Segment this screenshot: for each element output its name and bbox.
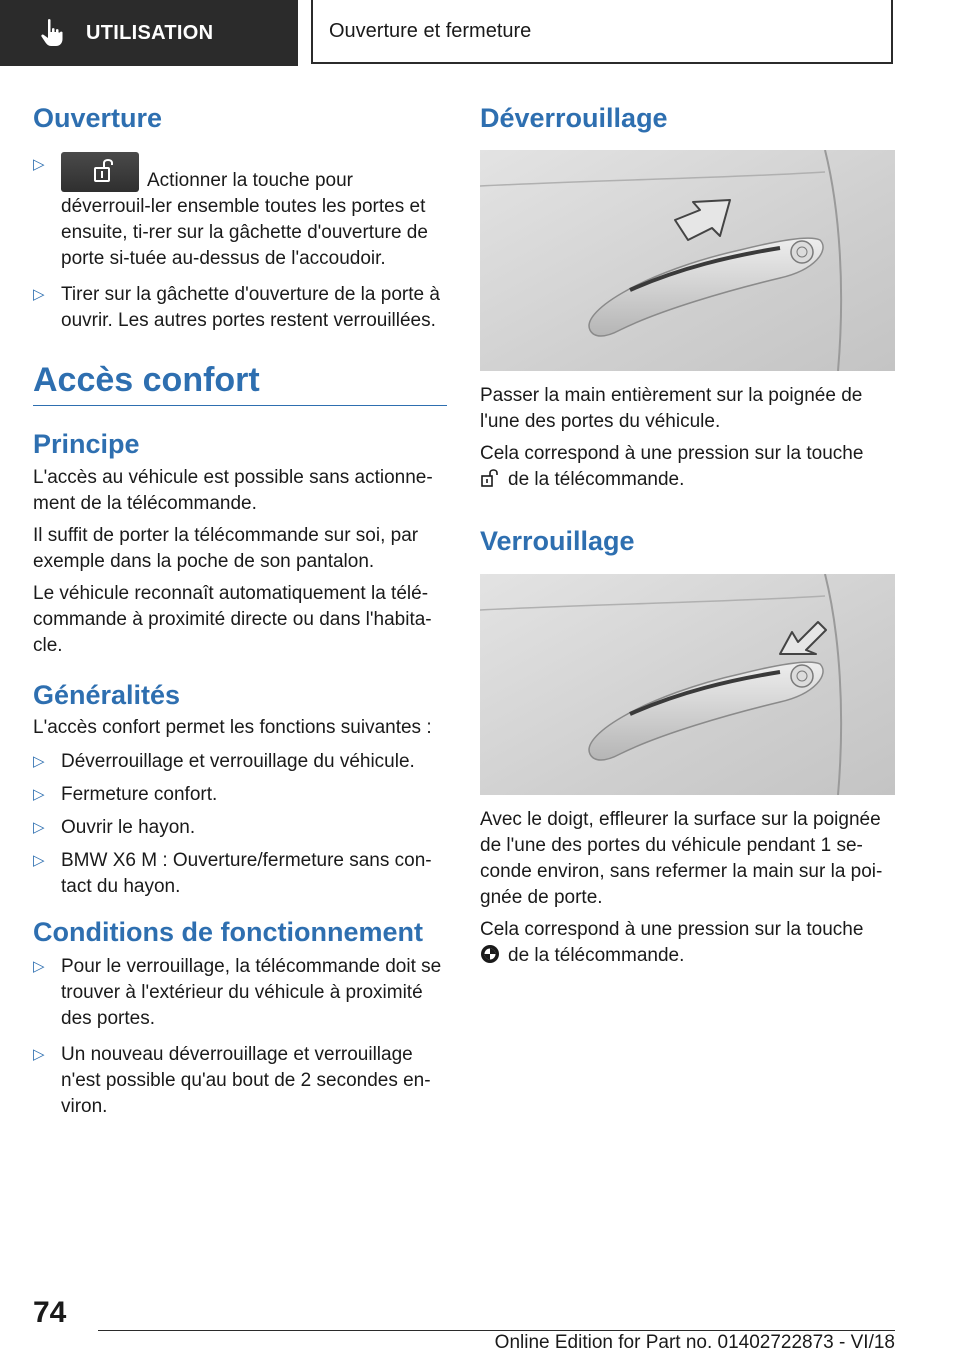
- paragraph: L'accès confort permet les fonctions suivantes :: [33, 716, 432, 738]
- list-item: [33, 1042, 447, 1120]
- paragraph: Passer la main entièrement sur la poignée de l'une des portes du véhicule.: [480, 385, 863, 433]
- paragraph: [480, 917, 895, 969]
- paragraph-text: Cela correspond à une pression sur la touche: [480, 918, 864, 940]
- paragraph-text: Cela correspond à une pression sur la touche: [480, 443, 864, 465]
- page-number: 74: [33, 1296, 67, 1329]
- list-item-text: Ouvrir le hayon.: [61, 816, 196, 838]
- heading-ouverture: Ouverture: [33, 103, 163, 133]
- heading-principe: Principe: [33, 429, 140, 460]
- list-item-text: Pour le verrouillage, la télécommande doit se trouver à l'extérieur du véhicule à proximité des portes.: [61, 956, 442, 1030]
- left-column: [33, 98, 447, 1130]
- bullet-triangle-icon: ▷: [33, 156, 45, 174]
- bullet-triangle-icon: ▷: [33, 785, 45, 803]
- chapter-title: Ouverture et fermeture: [329, 19, 532, 42]
- generalites-list: [33, 749, 447, 900]
- list-item-text: Un nouveau déverrouillage et verrouillage n'est possible qu'au bout de 2 secondes en-viron.: [61, 1044, 431, 1118]
- paragraph: L'accès au véhicule est possible sans actionne-ment de la télécommande.: [33, 466, 433, 514]
- list-item: [33, 954, 447, 1032]
- list-item-text: Déverrouillage et verrouillage du véhicule.: [61, 750, 415, 772]
- list-item-text: Tirer sur la gâchette d'ouverture de la porte à ouvrir. Les autres portes restent verrouillées.: [61, 284, 440, 332]
- list-item-text: BMW X6 M : Ouverture/fermeture sans con-tact du hayon.: [61, 849, 432, 897]
- unlock-key-icon: [61, 152, 139, 192]
- section-tab: [0, 0, 298, 66]
- paragraph-text: de la télécommande.: [508, 469, 685, 491]
- right-column: [480, 98, 895, 969]
- list-item: [33, 152, 447, 272]
- list-item-text: Actionner la touche pour déverrouil-ler ensemble toutes les portes et ensuite, ti-rer sur la gâchette d'ouverture de porte si-tuée au-dessus de l'accoudoir.: [61, 170, 428, 270]
- paragraph: Il suffit de porter la télécommande sur soi, par exemple dans la poche de son pantalon.: [33, 524, 419, 572]
- section-title: UTILISATION: [86, 21, 214, 44]
- list-item: [33, 782, 447, 808]
- footer-divider: [98, 1330, 895, 1331]
- conditions-list: [33, 954, 447, 1120]
- paragraph: Le véhicule reconnaît automatiquement la télé-commande à proximité directe ou dans l'habita-cle.: [33, 582, 432, 656]
- paragraph: [480, 441, 895, 493]
- bullet-triangle-icon: ▷: [33, 286, 45, 304]
- door-handle-unlock-image: [480, 150, 895, 371]
- chapter-tab: [311, 0, 893, 64]
- heading-deverrouillage: Déverrouillage: [480, 103, 668, 133]
- heading-generalites: Généralités: [33, 679, 181, 710]
- bullet-triangle-icon: ▷: [33, 958, 45, 976]
- bullet-triangle-icon: ▷: [33, 752, 45, 770]
- heading-conditions: Conditions de fonctionnement: [33, 916, 423, 947]
- edition-note: Online Edition for Part no. 01402722873 - VI/18: [494, 1332, 895, 1353]
- door-handle-lock-image: [480, 574, 895, 795]
- bullet-triangle-icon: ▷: [33, 818, 45, 836]
- list-item: [33, 815, 447, 841]
- list-item: [33, 848, 447, 900]
- bullet-triangle-icon: ▷: [33, 1046, 45, 1064]
- ouverture-list: [33, 152, 447, 334]
- paragraph-text: de la télécommande.: [508, 944, 685, 966]
- hand-pointer-icon: [40, 18, 64, 48]
- heading-verrouillage: Verrouillage: [480, 526, 635, 557]
- bullet-triangle-icon: ▷: [33, 851, 45, 869]
- list-item-text: Fermeture confort.: [61, 783, 218, 805]
- list-item: [33, 749, 447, 775]
- bmw-logo-icon: [480, 944, 500, 964]
- heading-acces-confort: Accès confort: [33, 360, 447, 406]
- unlock-key-icon: [480, 468, 500, 488]
- list-item: [33, 282, 447, 334]
- paragraph: Avec le doigt, effleurer la surface sur la poignée de l'une des portes du véhicule pendant 1 se-conde environ, sans refermer la main sur la poi-gnée de porte.: [480, 808, 883, 908]
